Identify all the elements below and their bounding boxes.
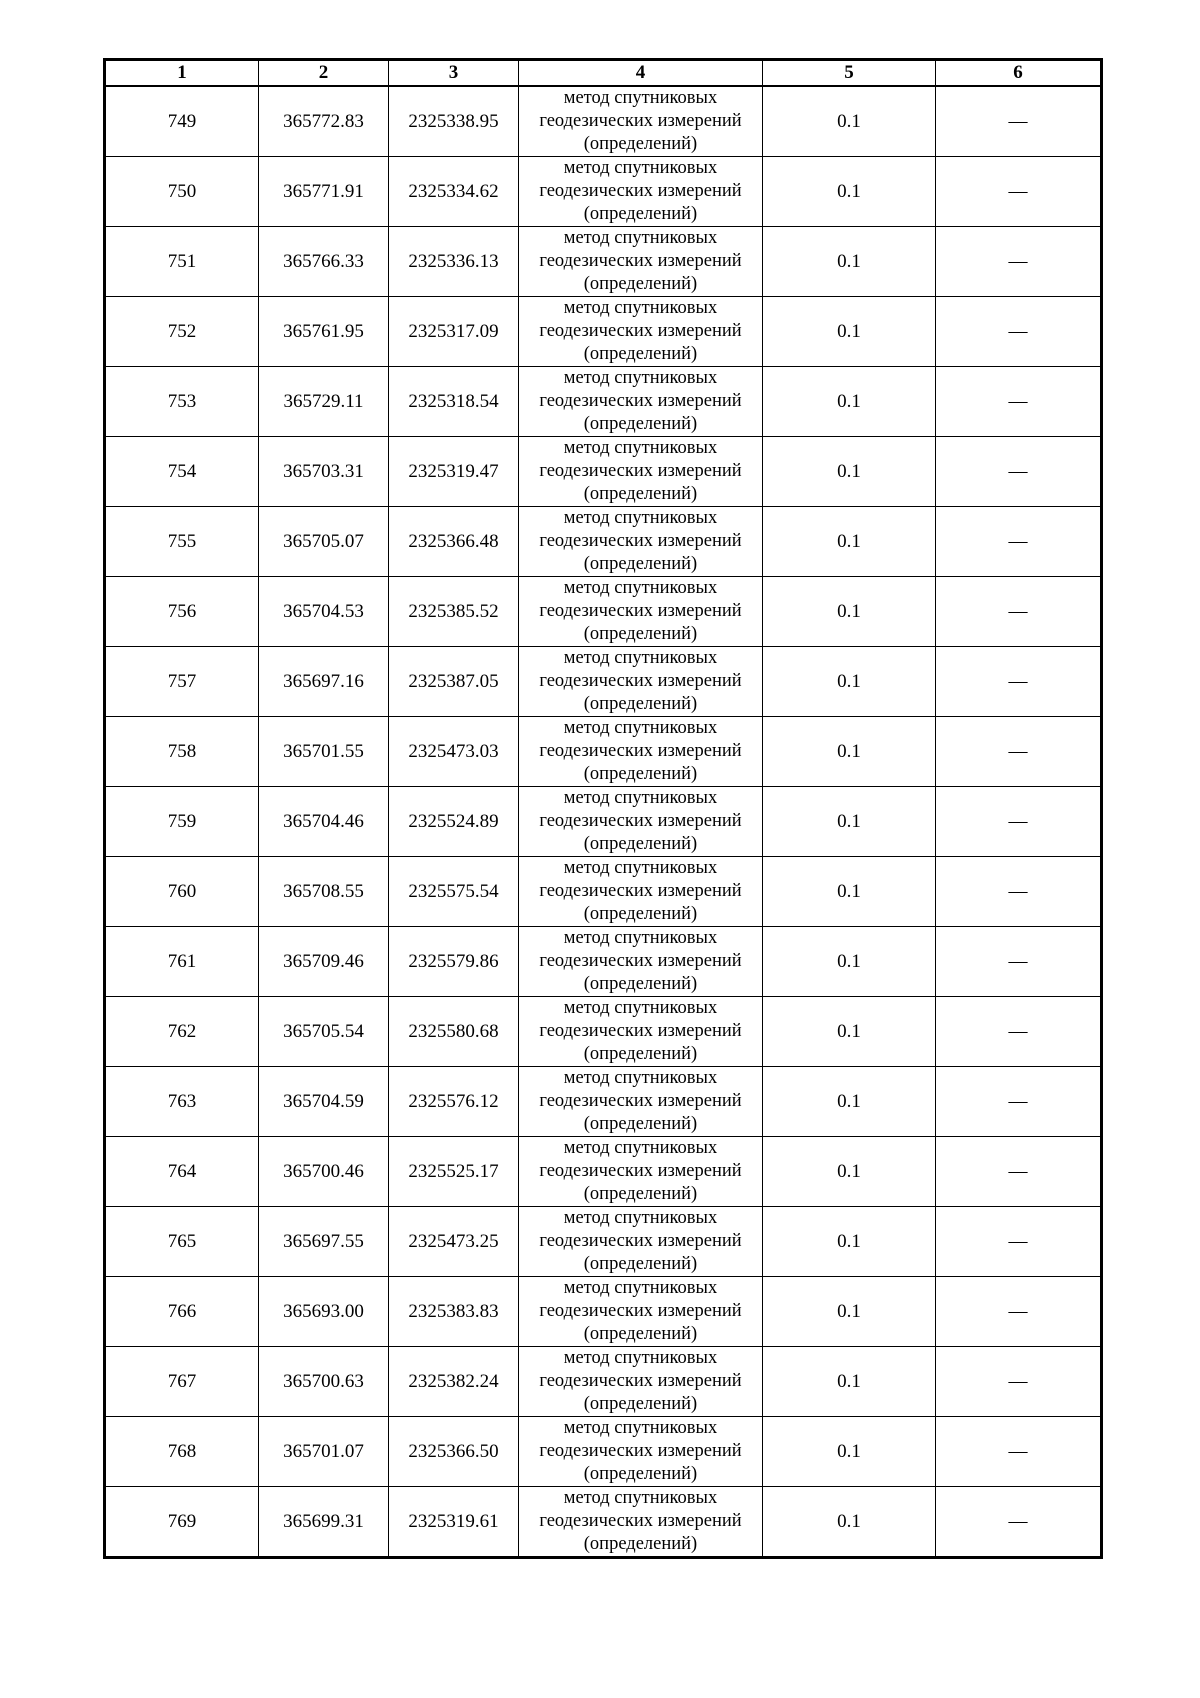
method-line: (определений)	[583, 414, 698, 434]
note-cell: —	[936, 86, 1102, 157]
y-coordinate-cell: 2325319.47	[389, 437, 519, 507]
x-coordinate-cell: 365729.11	[259, 367, 389, 437]
method-line: (определений)	[583, 274, 698, 294]
method-cell	[519, 86, 763, 157]
table-row	[105, 1207, 1102, 1277]
method-line: (определений)	[583, 834, 698, 854]
y-coordinate-cell: 2325382.24	[389, 1347, 519, 1417]
x-coordinate-cell: 365708.55	[259, 857, 389, 927]
table-row	[105, 86, 1102, 157]
method-line: метод спутниковых	[563, 1348, 718, 1368]
accuracy-cell: 0.1	[763, 86, 936, 157]
method-line: метод спутниковых	[563, 1418, 718, 1438]
accuracy-cell: 0.1	[763, 577, 936, 647]
note-cell: —	[936, 997, 1102, 1067]
method-line: метод спутниковых	[563, 438, 718, 458]
method-line: метод спутниковых	[563, 298, 718, 318]
accuracy-cell: 0.1	[763, 1137, 936, 1207]
x-coordinate-cell: 365697.55	[259, 1207, 389, 1277]
table-row	[105, 227, 1102, 297]
method-cell	[519, 157, 763, 227]
y-coordinate-cell: 2325473.03	[389, 717, 519, 787]
y-coordinate-cell: 2325366.48	[389, 507, 519, 577]
method-line: геодезических измерений	[539, 811, 742, 831]
note-cell: —	[936, 1277, 1102, 1347]
accuracy-cell: 0.1	[763, 1207, 936, 1277]
method-line: (определений)	[583, 694, 698, 714]
y-coordinate-cell: 2325473.25	[389, 1207, 519, 1277]
method-line: геодезических измерений	[539, 251, 742, 271]
point-number-cell: 763	[105, 1067, 259, 1137]
x-coordinate-cell: 365705.54	[259, 997, 389, 1067]
note-cell: —	[936, 787, 1102, 857]
method-cell	[519, 1417, 763, 1487]
y-coordinate-cell: 2325318.54	[389, 367, 519, 437]
note-cell: —	[936, 1417, 1102, 1487]
method-cell	[519, 227, 763, 297]
x-coordinate-cell: 365705.07	[259, 507, 389, 577]
method-cell	[519, 1347, 763, 1417]
method-line: метод спутниковых	[563, 1138, 718, 1158]
note-cell: —	[936, 717, 1102, 787]
note-cell: —	[936, 367, 1102, 437]
point-number-cell: 766	[105, 1277, 259, 1347]
accuracy-cell: 0.1	[763, 787, 936, 857]
method-line: геодезических измерений	[539, 1371, 742, 1391]
table-row	[105, 507, 1102, 577]
note-cell: —	[936, 647, 1102, 717]
y-coordinate-cell: 2325385.52	[389, 577, 519, 647]
note-cell: —	[936, 857, 1102, 927]
point-number-cell: 755	[105, 507, 259, 577]
method-cell	[519, 997, 763, 1067]
method-cell	[519, 507, 763, 577]
table-row	[105, 1417, 1102, 1487]
method-line: (определений)	[583, 624, 698, 644]
header-col-4: 4	[519, 60, 763, 87]
method-cell	[519, 857, 763, 927]
y-coordinate-cell: 2325338.95	[389, 86, 519, 157]
accuracy-cell: 0.1	[763, 647, 936, 717]
coordinates-table	[103, 58, 1103, 1559]
method-line: геодезических измерений	[539, 881, 742, 901]
accuracy-cell: 0.1	[763, 997, 936, 1067]
point-number-cell: 760	[105, 857, 259, 927]
point-number-cell: 752	[105, 297, 259, 367]
point-number-cell: 762	[105, 997, 259, 1067]
method-line: (определений)	[583, 1184, 698, 1204]
table-row	[105, 157, 1102, 227]
method-line: (определений)	[583, 344, 698, 364]
note-cell: —	[936, 437, 1102, 507]
method-line: геодезических измерений	[539, 1091, 742, 1111]
method-line: метод спутниковых	[563, 1208, 718, 1228]
accuracy-cell: 0.1	[763, 1417, 936, 1487]
method-line: геодезических измерений	[539, 1161, 742, 1181]
note-cell: —	[936, 227, 1102, 297]
point-number-cell: 759	[105, 787, 259, 857]
method-line: (определений)	[583, 1254, 698, 1274]
point-number-cell: 758	[105, 717, 259, 787]
method-line: геодезических измерений	[539, 1511, 742, 1531]
x-coordinate-cell: 365701.07	[259, 1417, 389, 1487]
method-cell	[519, 437, 763, 507]
method-line: (определений)	[583, 1534, 698, 1554]
accuracy-cell: 0.1	[763, 1347, 936, 1417]
method-line: метод спутниковых	[563, 928, 718, 948]
point-number-cell: 757	[105, 647, 259, 717]
x-coordinate-cell: 365700.63	[259, 1347, 389, 1417]
accuracy-cell: 0.1	[763, 1277, 936, 1347]
table-row	[105, 927, 1102, 997]
method-line: геодезических измерений	[539, 1021, 742, 1041]
method-line: геодезических измерений	[539, 671, 742, 691]
accuracy-cell: 0.1	[763, 857, 936, 927]
header-col-1: 1	[105, 60, 259, 87]
accuracy-cell: 0.1	[763, 227, 936, 297]
method-line: геодезических измерений	[539, 111, 742, 131]
point-number-cell: 761	[105, 927, 259, 997]
point-number-cell: 769	[105, 1487, 259, 1558]
method-line: геодезических измерений	[539, 951, 742, 971]
method-line: (определений)	[583, 1114, 698, 1134]
method-line: метод спутниковых	[563, 578, 718, 598]
method-line: (определений)	[583, 904, 698, 924]
x-coordinate-cell: 365703.31	[259, 437, 389, 507]
method-line: (определений)	[583, 764, 698, 784]
point-number-cell: 750	[105, 157, 259, 227]
table-row	[105, 577, 1102, 647]
point-number-cell: 768	[105, 1417, 259, 1487]
method-line: (определений)	[583, 134, 698, 154]
table-row	[105, 857, 1102, 927]
method-cell	[519, 297, 763, 367]
method-line: метод спутниковых	[563, 368, 718, 388]
x-coordinate-cell: 365697.16	[259, 647, 389, 717]
method-line: (определений)	[583, 1324, 698, 1344]
method-cell	[519, 927, 763, 997]
x-coordinate-cell: 365761.95	[259, 297, 389, 367]
table-row	[105, 297, 1102, 367]
method-line: метод спутниковых	[563, 1488, 718, 1508]
method-line: метод спутниковых	[563, 648, 718, 668]
method-line: (определений)	[583, 554, 698, 574]
point-number-cell: 754	[105, 437, 259, 507]
table-row	[105, 1137, 1102, 1207]
note-cell: —	[936, 1487, 1102, 1558]
y-coordinate-cell: 2325525.17	[389, 1137, 519, 1207]
accuracy-cell: 0.1	[763, 1067, 936, 1137]
method-line: метод спутниковых	[563, 998, 718, 1018]
point-number-cell: 765	[105, 1207, 259, 1277]
x-coordinate-cell: 365766.33	[259, 227, 389, 297]
method-line: геодезических измерений	[539, 531, 742, 551]
table-row	[105, 997, 1102, 1067]
header-row	[105, 60, 1102, 87]
point-number-cell: 756	[105, 577, 259, 647]
method-line: метод спутниковых	[563, 718, 718, 738]
table-header	[105, 60, 1102, 87]
method-line: метод спутниковых	[563, 858, 718, 878]
method-cell	[519, 1207, 763, 1277]
y-coordinate-cell: 2325576.12	[389, 1067, 519, 1137]
accuracy-cell: 0.1	[763, 297, 936, 367]
method-cell	[519, 577, 763, 647]
y-coordinate-cell: 2325579.86	[389, 927, 519, 997]
method-cell	[519, 367, 763, 437]
method-line: геодезических измерений	[539, 181, 742, 201]
method-line: геодезических измерений	[539, 321, 742, 341]
accuracy-cell: 0.1	[763, 157, 936, 227]
method-cell	[519, 717, 763, 787]
x-coordinate-cell: 365693.00	[259, 1277, 389, 1347]
point-number-cell: 767	[105, 1347, 259, 1417]
table-row	[105, 1067, 1102, 1137]
method-line: (определений)	[583, 1394, 698, 1414]
x-coordinate-cell: 365700.46	[259, 1137, 389, 1207]
method-line: геодезических измерений	[539, 1441, 742, 1461]
point-number-cell: 749	[105, 86, 259, 157]
method-line: метод спутниковых	[563, 508, 718, 528]
table-row	[105, 367, 1102, 437]
x-coordinate-cell: 365699.31	[259, 1487, 389, 1558]
table-row	[105, 787, 1102, 857]
note-cell: —	[936, 507, 1102, 577]
method-line: геодезических измерений	[539, 1231, 742, 1251]
table-row	[105, 1347, 1102, 1417]
note-cell: —	[936, 927, 1102, 997]
method-cell	[519, 1067, 763, 1137]
method-line: геодезических измерений	[539, 1301, 742, 1321]
table-row	[105, 1277, 1102, 1347]
x-coordinate-cell: 365704.59	[259, 1067, 389, 1137]
method-line: метод спутниковых	[563, 88, 718, 108]
x-coordinate-cell: 365701.55	[259, 717, 389, 787]
note-cell: —	[936, 1067, 1102, 1137]
y-coordinate-cell: 2325387.05	[389, 647, 519, 717]
note-cell: —	[936, 297, 1102, 367]
table-row	[105, 437, 1102, 507]
y-coordinate-cell: 2325336.13	[389, 227, 519, 297]
method-cell	[519, 1487, 763, 1558]
note-cell: —	[936, 1137, 1102, 1207]
method-cell	[519, 1137, 763, 1207]
accuracy-cell: 0.1	[763, 507, 936, 577]
accuracy-cell: 0.1	[763, 717, 936, 787]
table-row	[105, 1487, 1102, 1558]
point-number-cell: 764	[105, 1137, 259, 1207]
method-line: метод спутниковых	[563, 788, 718, 808]
method-line: метод спутниковых	[563, 158, 718, 178]
method-line: геодезических измерений	[539, 741, 742, 761]
y-coordinate-cell: 2325524.89	[389, 787, 519, 857]
x-coordinate-cell: 365704.46	[259, 787, 389, 857]
table-row	[105, 647, 1102, 717]
method-line: метод спутниковых	[563, 228, 718, 248]
accuracy-cell: 0.1	[763, 927, 936, 997]
point-number-cell: 751	[105, 227, 259, 297]
x-coordinate-cell: 365709.46	[259, 927, 389, 997]
accuracy-cell: 0.1	[763, 367, 936, 437]
accuracy-cell: 0.1	[763, 437, 936, 507]
method-line: (определений)	[583, 204, 698, 224]
y-coordinate-cell: 2325580.68	[389, 997, 519, 1067]
header-col-3: 3	[389, 60, 519, 87]
method-line: геодезических измерений	[539, 391, 742, 411]
accuracy-cell: 0.1	[763, 1487, 936, 1558]
y-coordinate-cell: 2325366.50	[389, 1417, 519, 1487]
method-line: (определений)	[583, 1464, 698, 1484]
table-row	[105, 717, 1102, 787]
header-col-2: 2	[259, 60, 389, 87]
method-line: метод спутниковых	[563, 1068, 718, 1088]
x-coordinate-cell: 365772.83	[259, 86, 389, 157]
header-col-6: 6	[936, 60, 1102, 87]
y-coordinate-cell: 2325575.54	[389, 857, 519, 927]
header-col-5: 5	[763, 60, 936, 87]
y-coordinate-cell: 2325319.61	[389, 1487, 519, 1558]
x-coordinate-cell: 365704.53	[259, 577, 389, 647]
y-coordinate-cell: 2325383.83	[389, 1277, 519, 1347]
method-cell	[519, 647, 763, 717]
y-coordinate-cell: 2325317.09	[389, 297, 519, 367]
method-line: (определений)	[583, 974, 698, 994]
method-line: геодезических измерений	[539, 461, 742, 481]
y-coordinate-cell: 2325334.62	[389, 157, 519, 227]
method-line: геодезических измерений	[539, 601, 742, 621]
method-line: (определений)	[583, 484, 698, 504]
note-cell: —	[936, 1347, 1102, 1417]
method-line: метод спутниковых	[563, 1278, 718, 1298]
x-coordinate-cell: 365771.91	[259, 157, 389, 227]
note-cell: —	[936, 157, 1102, 227]
method-cell	[519, 787, 763, 857]
table-body	[105, 86, 1102, 1558]
method-line: (определений)	[583, 1044, 698, 1064]
note-cell: —	[936, 577, 1102, 647]
point-number-cell: 753	[105, 367, 259, 437]
method-cell	[519, 1277, 763, 1347]
note-cell: —	[936, 1207, 1102, 1277]
